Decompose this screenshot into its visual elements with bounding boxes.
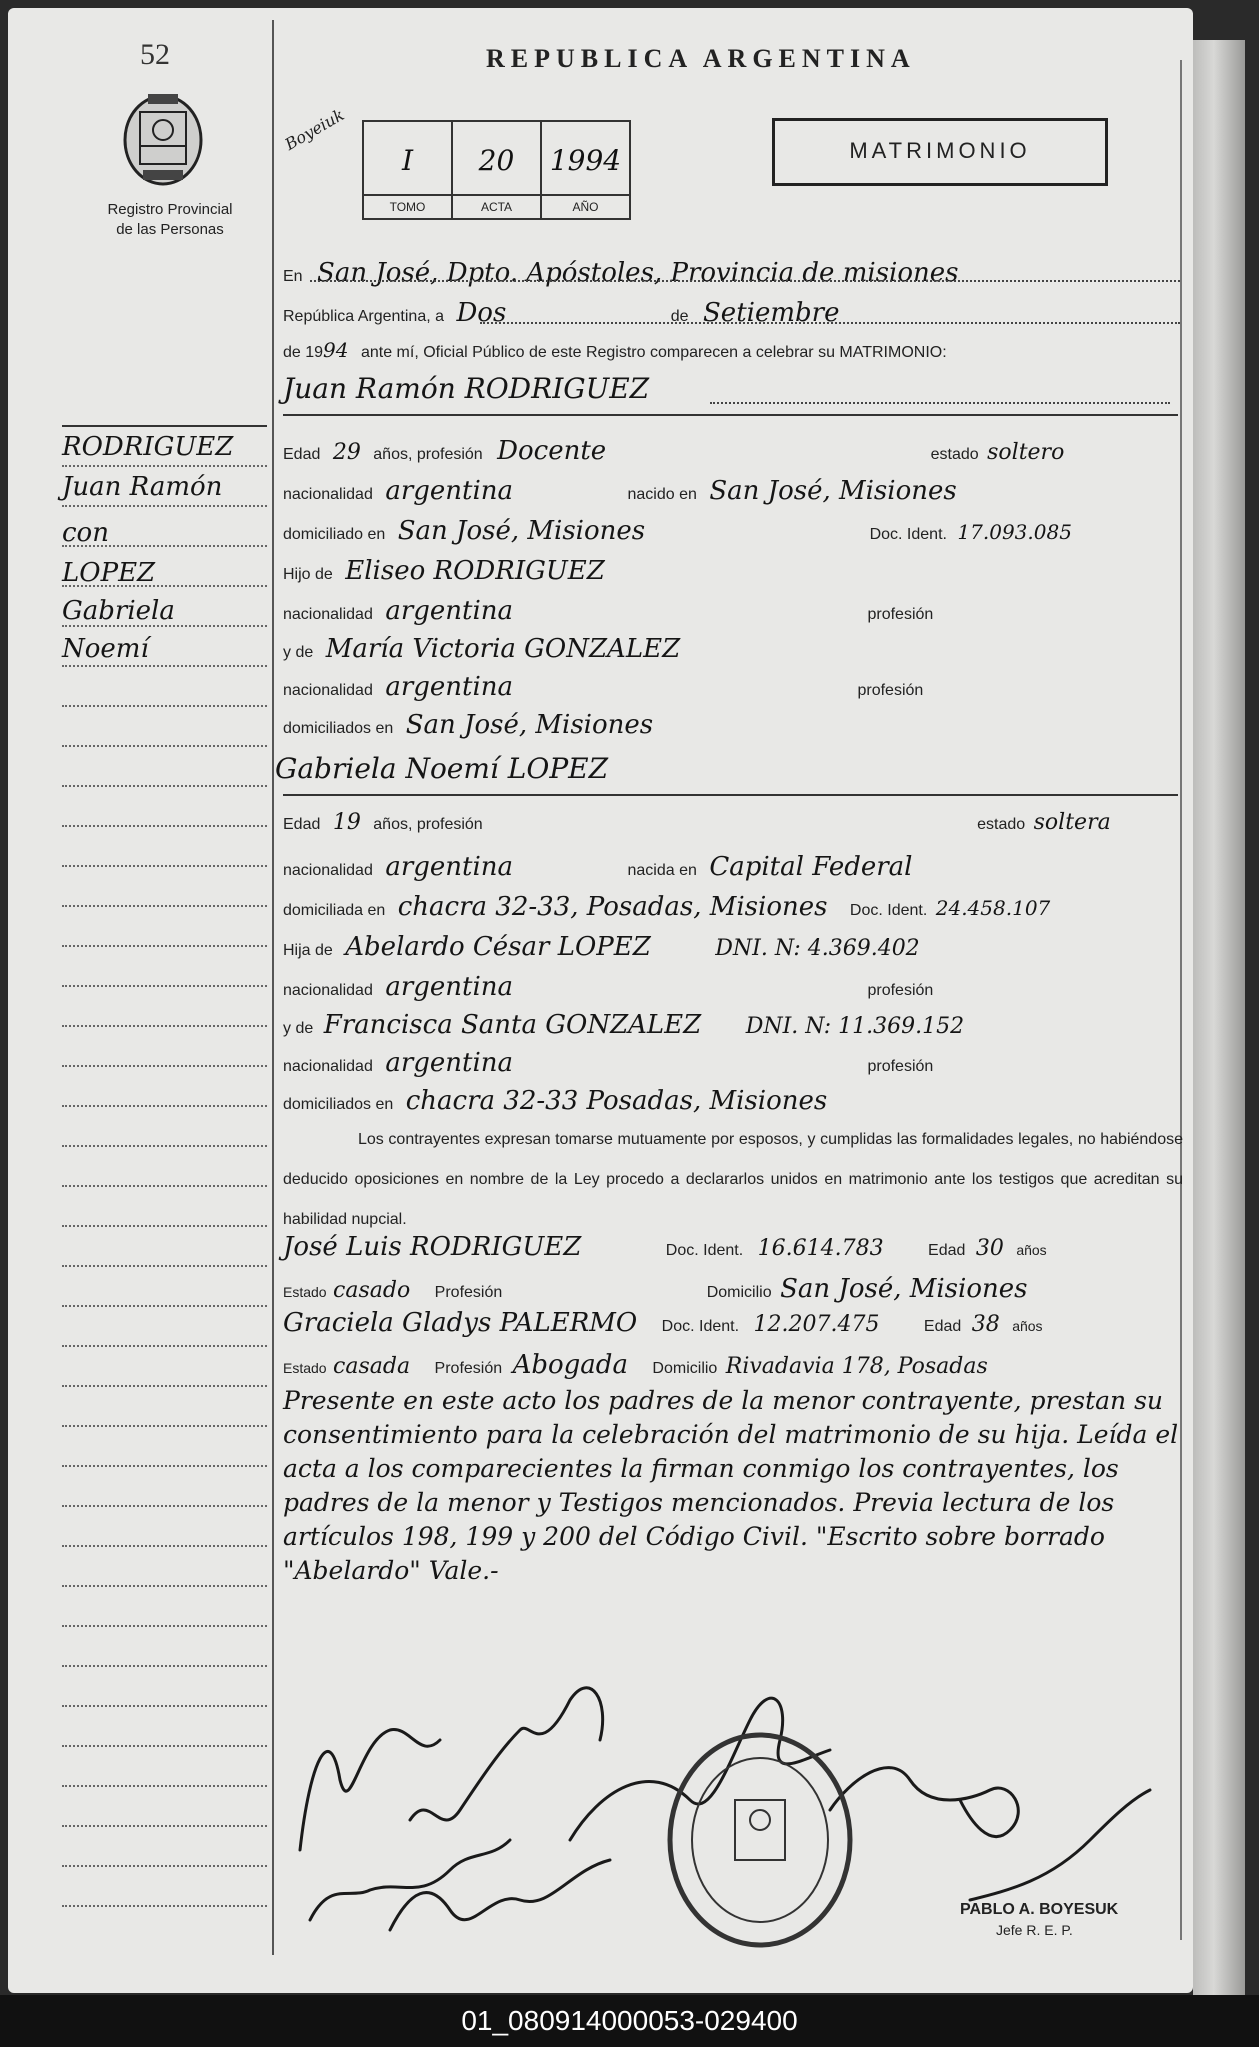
profesion-label: Profesión [434,1360,503,1377]
bride-doc: 24.458.107 [935,896,1051,920]
witness2-profession: Abogada [512,1350,628,1380]
nacido-label: nacido en [627,486,697,503]
yde-label: y de [283,644,314,661]
domicilio-label: Domicilio [652,1360,718,1377]
groom-birthplace: San José, Misiones [709,476,957,506]
groom-domicile: San José, Misiones [397,516,646,546]
day-value: Dos [456,298,507,328]
edad-label: Edad [283,446,321,463]
bride-father-nat-row [283,972,933,1002]
nacida-label: nacida en [627,862,697,879]
bride-father-dni: DNI. N: 4.369.402 [715,936,920,961]
provincial-seal-icon [118,82,208,192]
margin-line [62,1105,267,1107]
witness2-status: casada [333,1354,411,1379]
bride-nationality: argentina [385,852,514,882]
estado-label: estado [930,446,979,463]
bride-birthplace: Capital Federal [709,852,913,882]
margin-line [62,465,267,467]
margin-line [62,905,267,907]
groom-age-row [283,436,1064,466]
margin-note: RODRIGUEZ [62,432,234,462]
groom-rule [283,414,1178,416]
margin-line [62,1545,267,1547]
profesion-label: Profesión [434,1284,503,1301]
groom-nationality-row [283,476,957,506]
groom-parents-domicile-row [283,710,653,740]
groom-nationality: argentina [385,476,514,506]
margin-line [62,825,267,827]
witness1-age: 30 [975,1236,1004,1261]
bride-father: Abelardo César LOPEZ [345,932,651,962]
groom-age: 29 [332,440,361,465]
bride-name: Gabriela Noemí LOPEZ [275,752,609,785]
margin-line [62,1385,267,1387]
notes-text: Presente en este acto los padres de la menor contrayente, prestan su consentimiento para la celebración del matrimonio de su hija. Leída el acta a los comparecientes la firman conmigo los contrayentes, los padres de la menor y Testigos mencionados. Previa lectura de los artículos 198, 199 y 200 del Código Civil. "Escrito sobre borrado "Abelardo" Vale.- [283,1386,1179,1585]
edad-label: Edad [928,1242,966,1259]
witness1-domicile: San José, Misiones [780,1274,1028,1304]
edad-label: Edad [283,816,321,833]
domicilio-label: Domicilio [706,1284,772,1301]
nacionalidad-label: nacionalidad [283,486,373,503]
groom-mother-row [283,634,680,664]
witness1-name: José Luis RODRIGUEZ [283,1232,582,1262]
margin-line [62,1705,267,1707]
office-line2: de las Personas [116,221,224,238]
edad-label: Edad [923,1318,962,1335]
profesion-label: profesión [857,682,924,699]
acta-value: 20 [478,144,515,177]
groom-mother-nationality: argentina [385,672,514,702]
domicilio-label: domiciliada en [283,902,386,919]
witness2-domicile: Rivadavia 178, Posadas [725,1354,988,1379]
profesion-label: años, profesión [373,446,483,463]
margin-line [62,1625,267,1627]
groom-father-row [283,556,605,586]
witness2-detail-row [283,1350,988,1380]
groom-father-nationality: argentina [385,596,514,626]
acta-label: ACTA [453,194,540,218]
margin-line [62,745,267,747]
margin-line [62,945,267,947]
officer-block [960,1900,1118,1940]
doc-label: Doc. Ident. [869,526,947,543]
hijo-label: Hijo de [283,566,333,583]
bride-age-row [283,810,1111,835]
margin-line [62,585,267,587]
margin-line [62,1905,267,1907]
bride-mother-nat-row [283,1048,933,1078]
profesion-label: profesión [867,606,934,623]
margin-line [62,1025,267,1027]
record-type: MATRIMONIO [772,118,1108,186]
margin-note: LOPEZ [62,558,156,588]
officer-title: Jefe R. E. P. [996,1922,1073,1938]
bride-parents-domicile: chacra 32-33 Posadas, Misiones [405,1086,828,1116]
margin-line [62,1265,267,1267]
margin-line [62,1185,267,1187]
officer-name: PABLO A. BOYESUK [960,1901,1119,1918]
office-line1: Registro Provincial [107,201,233,218]
estado-label: estado [977,816,1026,833]
statement: ante mí, Oficial Público de este Registro comparecen a celebrar su MATRIMONIO: [360,344,947,361]
office-label [80,200,260,240]
witness2-row [283,1308,1043,1338]
statement-row [283,338,947,362]
doc-label: Doc. Ident. [661,1318,740,1335]
estado-label: Estado [283,1360,327,1376]
hija-label: Hija de [283,942,333,959]
place-value: San José, Dpto. Apóstoles, Provincia de misiones [317,258,959,288]
margin-note: Juan Ramón [62,472,223,502]
yde-label: y de [283,1020,314,1037]
margin-line [62,1345,267,1347]
domiciliados-label: domiciliados en [283,720,394,737]
book-edge [1193,40,1245,2000]
bride-father-nationality: argentina [385,972,514,1002]
margin-note: Gabriela [62,596,175,626]
margin-line [62,625,267,627]
place-line [310,280,1180,282]
bride-mother: Francisca Santa GONZALEZ [323,1010,702,1040]
groom-profession: Docente [497,436,607,466]
groom-name-line [710,402,1170,404]
margin-line [62,1425,267,1427]
margin-line [62,785,267,787]
margin-line [62,1865,267,1867]
margin-line [62,865,267,867]
witness2-doc: 12.207.475 [753,1312,880,1337]
groom-status: soltero [987,440,1065,465]
bride-age: 19 [332,810,361,835]
annotation: Boyeiuk [281,105,348,154]
date-line [480,322,1180,324]
margin-line [62,705,267,707]
witness2-name: Graciela Gladys PALERMO [283,1308,638,1338]
civil-registry-stamp-icon [670,1735,850,1945]
year-suffix: 94 [323,338,349,362]
tomo-cell [364,122,453,218]
month-value: Setiembre [703,298,840,328]
acta-cell [453,122,542,218]
bride-status: soltera [1033,810,1111,835]
image-id-footer: 01_080914000053-029400 [0,1995,1259,2047]
domicilio-label: domiciliado en [283,526,386,543]
profesion-label: años, profesión [373,816,483,833]
en-label: En [283,268,303,285]
witness1-doc: 16.614.783 [757,1236,884,1261]
nacionalidad-label: nacionalidad [283,862,373,879]
record-reference [362,120,631,220]
ano-cell [542,122,629,218]
domiciliados-label: domiciliados en [283,1096,394,1113]
witness1-status: casado [333,1278,411,1303]
groom-mother: María Victoria GONZALEZ [325,634,681,664]
groom-father: Eliseo RODRIGUEZ [345,556,605,586]
witness2-age: 38 [971,1312,1000,1337]
margin-line [62,1225,267,1227]
groom-name: Juan Ramón RODRIGUEZ [283,372,650,405]
bride-mother-dni: DNI. N: 11.369.152 [745,1014,965,1039]
tomo-label: TOMO [364,194,451,218]
bride-rule [283,794,1178,796]
doc-label: Doc. Ident. [665,1242,744,1259]
tomo-value: I [401,144,414,177]
republic-label: República Argentina, a [283,308,444,325]
declaration-text: Los contrayentes expresan tomarse mutuamente por esposos, y cumplidas las formalidades legales, no habiéndose deducido oposiciones en nombre de la Ley procedo a declararlos unidos en matrimonio ante los testigos que acreditan su habilidad nupcial. [283,1131,1183,1228]
de-label: de [670,308,689,325]
profesion-label: profesión [867,982,934,999]
bride-nationality-row [283,852,913,882]
margin-line [62,1305,267,1307]
groom-parents-domicile: San José, Misiones [405,710,654,740]
estado-label: Estado [283,1284,327,1300]
anos-label: años [1016,1242,1047,1258]
groom-domicile-row [283,516,1072,546]
witness1-detail-row [283,1274,1027,1304]
groom-mother-nat-row [283,672,923,702]
doc-label: Doc. Ident. [849,902,928,919]
groom-doc: 17.093.085 [957,520,1072,544]
margin-line [62,505,267,507]
margin-note: Noemí [62,634,149,664]
nacionalidad-label: nacionalidad [283,1058,373,1075]
bride-domicile: chacra 32-33, Posadas, Misiones [397,892,828,922]
margin-note: con [62,518,109,548]
margin-line [62,1665,267,1667]
witness1-row [283,1232,1047,1262]
margin-line [62,1585,267,1587]
margin-line [62,985,267,987]
bride-parents-domicile-row [283,1086,827,1116]
country-title: REPUBLICA ARGENTINA [486,44,916,73]
margin-line [62,1065,267,1067]
right-border [1180,60,1182,1940]
margin-line [62,1785,267,1787]
page-number: 52 [140,38,170,71]
margin-rule [62,425,267,427]
margin-line [62,665,267,667]
year-prefix: de 19 [283,344,324,361]
bride-domicile-row [283,892,1050,922]
margin-line [62,1465,267,1467]
nacionalidad-label: nacionalidad [283,606,373,623]
ano-value: 1994 [549,144,622,177]
bride-father-row [283,932,920,962]
margin-line [62,545,267,547]
nacionalidad-label: nacionalidad [283,682,373,699]
bride-mother-nationality: argentina [385,1048,514,1078]
ano-label: AÑO [542,194,629,218]
anos-label: años [1012,1318,1043,1334]
profesion-label: profesión [867,1058,934,1075]
margin-line [62,1825,267,1827]
nacionalidad-label: nacionalidad [283,982,373,999]
place-row [283,258,958,288]
bride-mother-row [283,1010,964,1040]
margin-line [62,1145,267,1147]
margin-line [62,1505,267,1507]
margin-line [62,1745,267,1747]
groom-father-nat-row [283,596,933,626]
